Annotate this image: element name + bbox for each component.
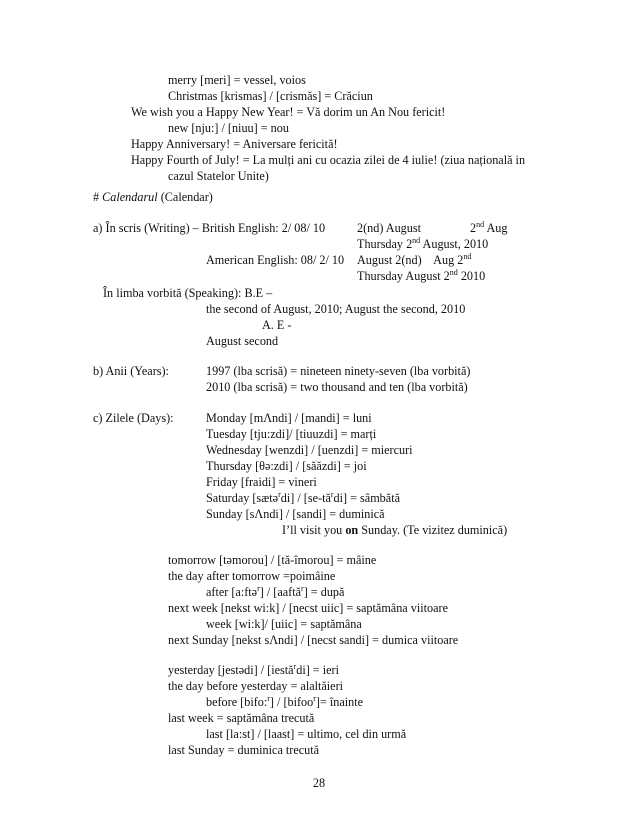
- text-line: a) În scris (Writing) – British English: 2/ 08/ 10: [93, 221, 326, 235]
- text-line: Thursday August 2nd 2010: [357, 267, 486, 283]
- text-line: În limba vorbită (Speaking): B.E –: [103, 286, 273, 300]
- text-line: Friday [fraidi] = vineri: [206, 475, 317, 489]
- text-line: next Sunday [nekst sΛndi] / [necst sandi] = dumica viitoare: [168, 633, 459, 647]
- text-line: cazul Statelor Unite): [168, 169, 269, 183]
- text-line: the day after tomorrow =poimâine: [168, 569, 336, 583]
- text-line: Monday [mΛndi] / [mandi] = luni: [206, 411, 372, 425]
- text-line: Thursday 2nd August, 2010: [357, 235, 489, 251]
- text-line: 1997 (lba scrisă) = nineteen ninety-seven (lba vorbită): [206, 364, 471, 378]
- text-line: Christmas [krismas] / [crismăs] = Crăciun: [168, 89, 373, 103]
- text-line: Happy Fourth of July! = La mulți ani cu ocazia zilei de 4 iulie! (ziua națională in: [131, 153, 526, 167]
- text-line: Sunday [sΛndi] / [sandi] = duminică: [206, 507, 385, 521]
- text-line: before [bifo:$^r$] / [bifoo$^r$]= înainte: [206, 693, 364, 709]
- text-line: We wish you a Happy New Year! = Vă dorim un An Nou fericit!: [131, 105, 446, 119]
- text-line: the day before yesterday = alaltăieri: [168, 679, 344, 693]
- text-line: Saturday [sætə$^r$di] / $[se-tă^rdi]$ = sâmbătă: [206, 489, 400, 505]
- text-line: August 2(nd) Aug 2nd: [357, 251, 472, 267]
- text-line: 2010 (lba scrisă) = two thousand and ten (lba vorbită): [206, 380, 468, 394]
- text-line: August second: [206, 334, 279, 348]
- text-line: week [wi:k]/ [uiic] = saptămâna: [206, 617, 362, 631]
- text-line: after [a:ftə$^r$] / [aaftă$^r$] = după: [206, 583, 345, 599]
- text-line: 2nd Aug: [470, 219, 508, 235]
- text-line: new [nju:] / [niuu] = nou: [168, 121, 289, 135]
- page-number: 28: [312, 776, 326, 790]
- text-line: last [la:st] / [laast] = ultimo, cel din urmă: [206, 727, 407, 741]
- text-line: tomorrow [təmorou] / [tă-îmorou] = mâine: [168, 553, 377, 567]
- text-line: b) Anii (Years):: [93, 364, 169, 378]
- text-line: merry [meri] = vessel, voios: [168, 73, 306, 87]
- text-line: Wednesday [wenzdi] / [uenzdi] = miercuri: [206, 443, 413, 457]
- text-line: 2(nd) August: [357, 221, 421, 235]
- text-line: A. E -: [262, 318, 292, 332]
- section-heading: # Calendarul (Calendar): [93, 190, 213, 204]
- text-line: last Sunday = duminica trecută: [168, 743, 320, 757]
- text-line: Happy Anniversary! = Aniversare fericită!: [131, 137, 338, 151]
- text-line: Thursday [θə:zdi] / [săăzdi] = joi: [206, 459, 367, 473]
- text-line: last week = saptămâna trecută: [168, 711, 315, 725]
- text-line: I’ll visit you on Sunday. (Te vizitez duminică): [282, 523, 508, 537]
- text-line: c) Zilele (Days):: [93, 411, 174, 425]
- text-line: next week [nekst wi:k] / [necst uiic] = saptămâna viitoare: [168, 601, 448, 615]
- text-line: the second of August, 2010; August the second, 2010: [206, 302, 466, 316]
- text-line: Tuesday [tju:zdi]/ [tiuuzdi] = marți: [206, 427, 377, 441]
- text-line: yesterday [jestədi] / [iestă$^r$di] = ieri: [168, 661, 339, 677]
- text-line: American English: 08/ 2/ 10: [206, 253, 345, 267]
